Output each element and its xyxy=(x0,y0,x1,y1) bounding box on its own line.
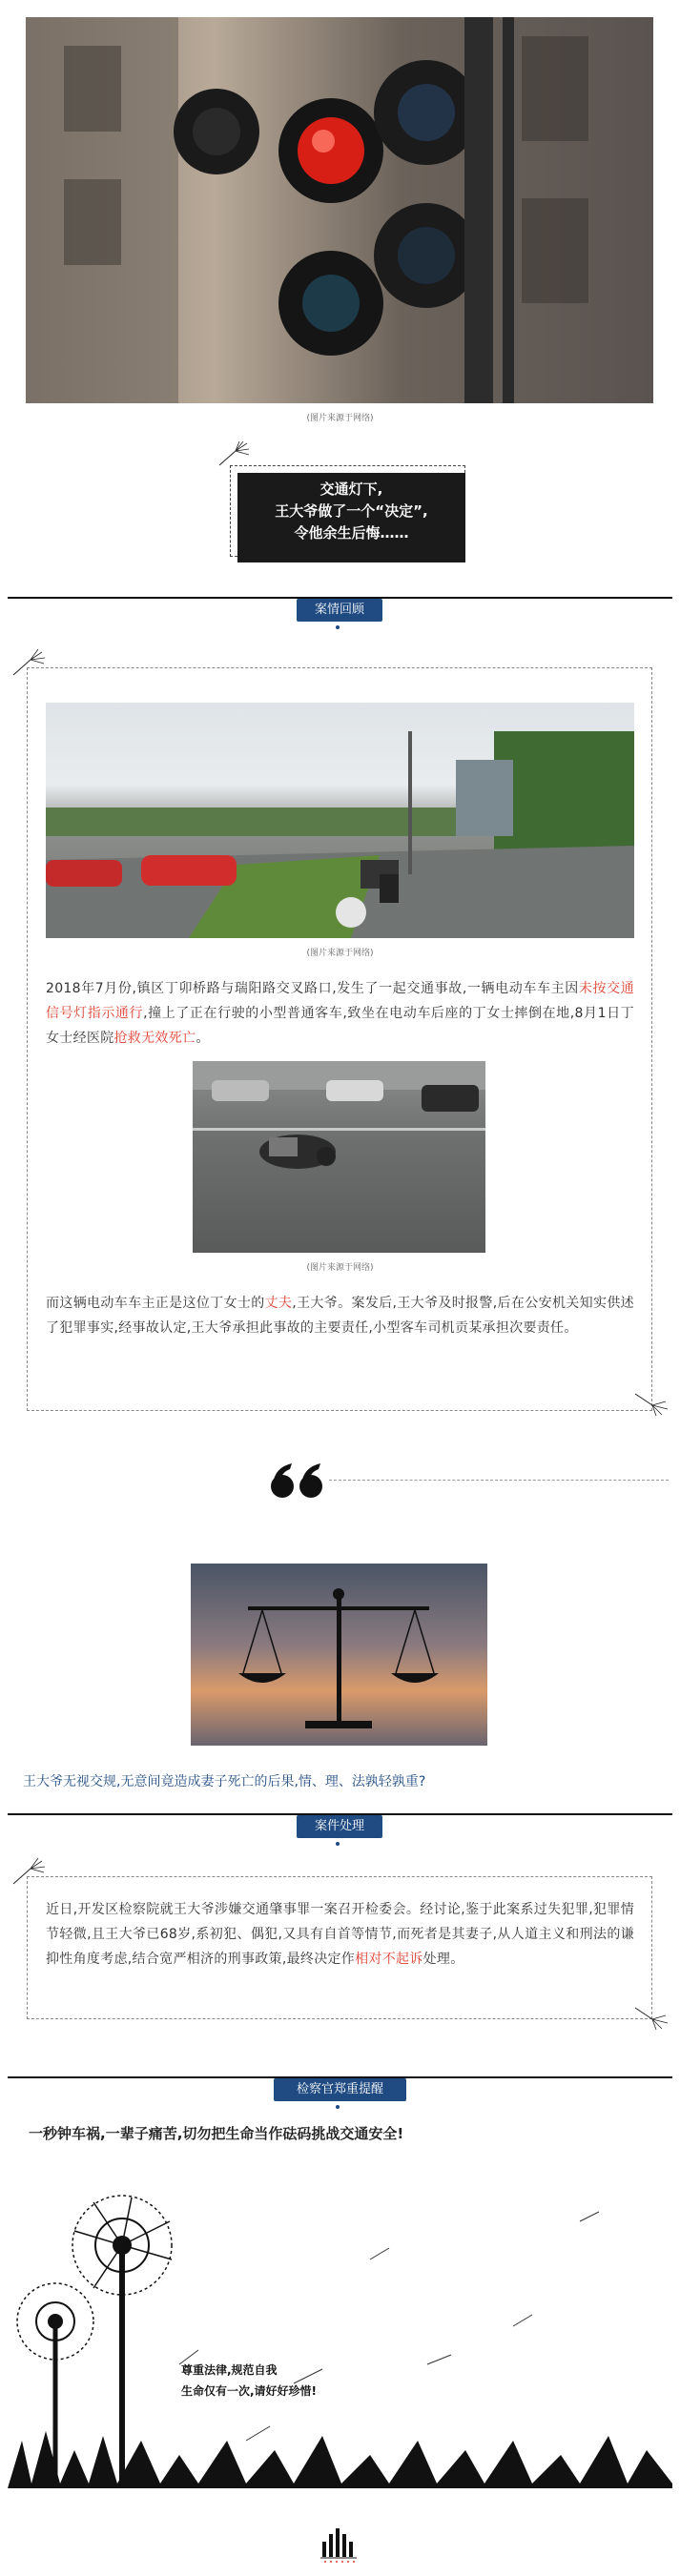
footer-bars-icon xyxy=(320,2525,359,2563)
dandelion-large xyxy=(72,2196,172,2488)
intro-line-1: 交通灯下, xyxy=(319,480,383,498)
intro-banner xyxy=(237,473,465,562)
section2-paragraph xyxy=(46,1897,634,1972)
section3-headline: 一秒钟车祸,一辈子痛苦,切勿把生命当作砝码挑战交通安全! xyxy=(29,2125,404,2142)
image-caption-1: (图片来源于网络) xyxy=(306,414,374,423)
para1-text-b: ,撞上了正在行驶的小型普通客车,致坐在电动车后座的丁女士摔倒在地,8月1日丁女士经医院 xyxy=(46,1006,634,1046)
traffic-light-illustration xyxy=(26,17,653,403)
para1-highlight-1: 未按交通信号灯指示通行 xyxy=(46,981,635,1021)
section2-highlight: 相对不起诉 xyxy=(355,1952,423,1967)
para2-text-b: ,王大爷。案发后,王大爷及时报警,后在公安机关知实供述了犯罪事实,经事故认定,王大爷承担此事故的主要责任,小型客车司机贡某承担次要责任。 xyxy=(46,1296,634,1336)
dandelion-seed-icon xyxy=(633,2002,671,2031)
accident-photo xyxy=(193,1061,485,1253)
traffic-light-photo xyxy=(26,17,653,403)
section2-tag: 案件处理 xyxy=(297,1815,382,1838)
para1-highlight-2: 抢救无效死亡 xyxy=(113,1031,196,1046)
intersection-illustration xyxy=(46,703,634,938)
dandelion-seed-icon xyxy=(633,1388,671,1417)
section1-paragraph-2 xyxy=(46,1291,634,1340)
question-text: 王大爷无视交规,无意间竟造成妻子死亡的后果,情、理、法孰轻孰重? xyxy=(23,1774,426,1789)
image-caption-2: (图片来源于网络) xyxy=(306,949,374,958)
section2-text-a: 近日,开发区检察院就王大爷涉嫌交通肇事罪一案召开检委会。经讨论,鉴于此案系过失犯罪,犯罪情节轻微,且王大爷已68岁,系初犯、偶犯,又具有自首等情节,而死者是其妻子,从人道主义和刑法的谦抑性角度考虑,结合宽严相济的刑事政策,最终决定作 xyxy=(46,1902,634,1967)
section1-paragraph-1 xyxy=(46,976,634,1051)
section1-dot xyxy=(336,625,340,629)
section2-text-b: 处理。 xyxy=(422,1952,464,1967)
scales-illustration xyxy=(191,1564,487,1746)
scales-of-justice-photo xyxy=(191,1564,487,1746)
reminder-note-1: 尊重法律,规范自我 xyxy=(181,2363,278,2377)
dandelion-illustration xyxy=(8,2155,672,2488)
section2-dot xyxy=(336,1842,340,1846)
para2-text-a: 而这辆电动车车主正是这位丁女士的 xyxy=(46,1296,265,1311)
section3-tag: 检察官郑重提醒 xyxy=(274,2078,406,2101)
para1-text-c: 。 xyxy=(196,1031,210,1046)
para1-text-a: 2018年7月份,镇区丁卯桥路与瑞阳路交叉路口,发生了一起交通事故,一辆电动车车主因 xyxy=(46,981,579,996)
intro-line-2: 王大爷做了一个“决定”, xyxy=(275,502,428,520)
accident-illustration xyxy=(193,1061,485,1253)
quote-divider xyxy=(329,1480,669,1481)
intersection-photo xyxy=(46,703,634,938)
reminder-note-2: 生命仅有一次,请好好珍惜! xyxy=(181,2384,318,2398)
section3-dot xyxy=(336,2105,340,2109)
intro-line-3: 令他余生后悔…… xyxy=(294,524,409,542)
dandelion-small xyxy=(17,2283,93,2488)
para2-highlight: 丈夫 xyxy=(264,1296,293,1311)
quote-icon xyxy=(269,1462,326,1500)
image-caption-3: (图片来源于网络) xyxy=(306,1263,374,1273)
section1-tag: 案情回顾 xyxy=(297,599,382,622)
